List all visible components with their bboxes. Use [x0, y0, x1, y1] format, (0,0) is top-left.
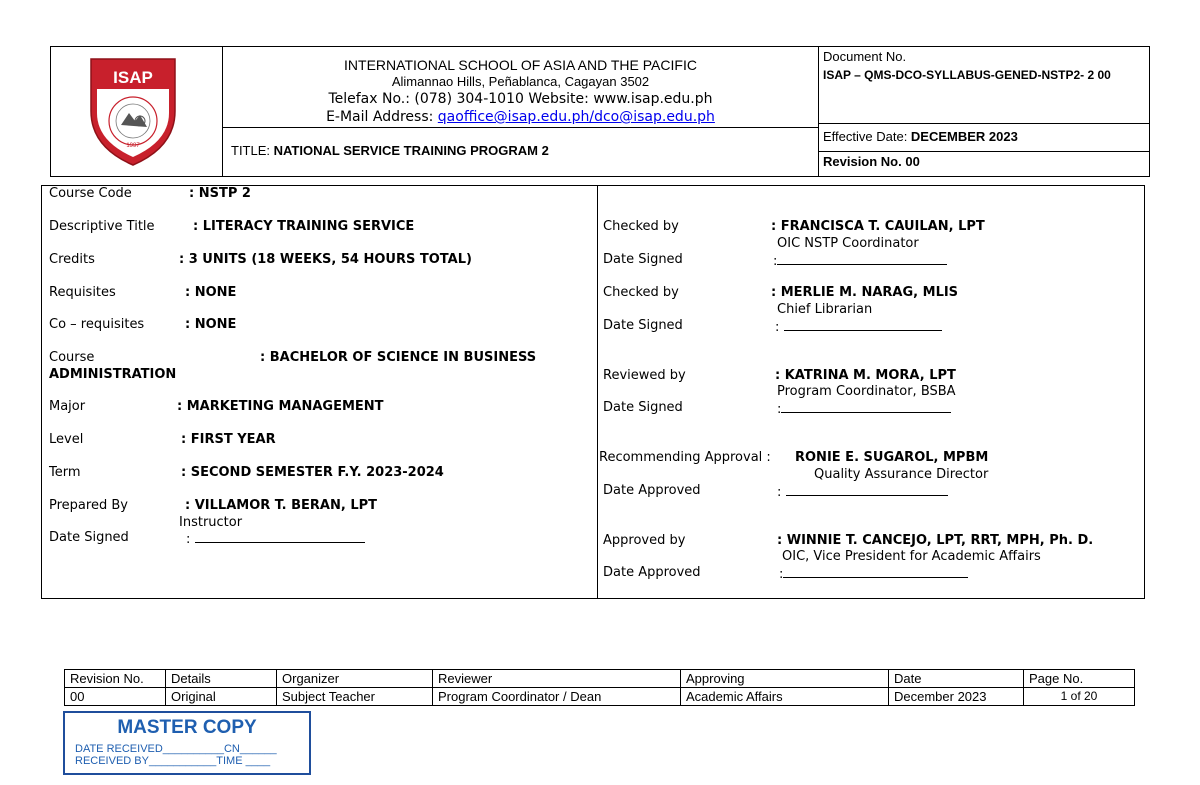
table-cell: December 2023: [889, 688, 1024, 706]
header-divider: [818, 123, 1149, 124]
master-copy-stamp: [63, 711, 311, 775]
table-cell: Original: [166, 688, 277, 706]
table-header-cell: Organizer: [277, 670, 433, 688]
credits-value: : 3 UNITS (18 WEEKS, 54 HOURS TOTAL): [179, 252, 472, 267]
term-value: : SECOND SEMESTER F.Y. 2023-2024: [181, 465, 444, 480]
stamp-date-received: DATE RECEIVED__________CN______: [75, 743, 277, 755]
table-header-cell: Date: [889, 670, 1024, 688]
stamp-title: MASTER COPY: [117, 717, 257, 738]
level-value: : FIRST YEAR: [181, 432, 276, 447]
table-header-row: [65, 670, 1135, 688]
prepared-by-role: Instructor: [179, 515, 243, 530]
document-title: [231, 143, 549, 158]
course-label: Course: [49, 350, 95, 365]
prepared-by-label: Prepared By: [49, 498, 128, 513]
table-header-cell: Revision No.: [65, 670, 166, 688]
major-label: Major: [49, 399, 86, 414]
course-value: : BACHELOR OF SCIENCE IN BUSINESS: [260, 350, 537, 365]
title-value: NATIONAL SERVICE TRAINING PROGRAM 2: [273, 143, 549, 158]
reviewed-by-date-label: Date Signed: [603, 400, 683, 415]
approved-by-label: Approved by: [603, 533, 686, 548]
header-divider: [818, 151, 1149, 152]
requisites-value: : NONE: [185, 285, 237, 300]
email-label: E-Mail Address:: [326, 109, 438, 125]
approved-date-field[interactable]: :: [779, 565, 968, 582]
corequisites-value: : NONE: [185, 317, 237, 332]
reviewed-by-name: : KATRINA M. MORA, LPT: [775, 368, 956, 383]
checked-by-2-date-label: Date Signed: [603, 318, 683, 333]
table-cell: 00: [65, 688, 166, 706]
course-code-value: : NSTP 2: [189, 186, 251, 201]
email-link[interactable]: qaoffice@isap.edu.ph/dco@isap.edu.ph: [437, 109, 715, 125]
table-header-cell: Approving: [681, 670, 889, 688]
document-no-label: Document No.: [823, 49, 907, 64]
prepared-by-name: : VILLAMOR T. BERAN, LPT: [185, 498, 378, 513]
table-row: [65, 688, 1135, 706]
requisites-label: Requisites: [49, 285, 116, 300]
checked-by-1-date-field[interactable]: :: [773, 252, 947, 269]
institution-email: [222, 109, 819, 125]
recommending-date-label: Date Approved: [603, 483, 701, 498]
course-value-continued: ADMINISTRATION: [49, 367, 177, 382]
checked-by-1-date-label: Date Signed: [603, 252, 683, 267]
recommending-approval-role: Quality Assurance Director: [814, 467, 989, 482]
reviewed-by-label: Reviewed by: [603, 368, 686, 383]
approved-date-label: Date Approved: [603, 565, 701, 580]
recommending-approval-label: Recommending Approval :: [599, 450, 771, 465]
table-cell: Program Coordinator / Dean: [433, 688, 681, 706]
logo-year: 1997: [126, 143, 140, 149]
descriptive-title-value: : LITERACY TRAINING SERVICE: [193, 219, 415, 234]
approved-by-role: OIC, Vice President for Academic Affairs: [782, 549, 1041, 564]
reviewed-by-role: Program Coordinator, BSBA: [777, 384, 956, 399]
institution-name: INTERNATIONAL SCHOOL OF ASIA AND THE PACIFIC: [344, 57, 697, 73]
document-no-value: ISAP – QMS-DCO-SYLLABUS-GENED-NSTP2- 2 00: [823, 68, 1111, 82]
document-header: [50, 46, 1150, 177]
stamp-received-by: RECEIVED BY___________TIME ____: [75, 755, 271, 767]
prepared-date-label: Date Signed: [49, 530, 129, 545]
major-value: : MARKETING MANAGEMENT: [177, 399, 384, 414]
checked-by-1-role: OIC NSTP Coordinator: [777, 236, 919, 251]
column-divider: [597, 186, 598, 598]
table-cell: Subject Teacher: [277, 688, 433, 706]
table-cell: Academic Affairs: [681, 688, 889, 706]
prepared-date-field[interactable]: :: [186, 530, 365, 547]
revision-number: Revision No. 00: [823, 154, 920, 169]
logo-text: ISAP: [113, 68, 153, 87]
checked-by-1-label: Checked by: [603, 219, 679, 234]
course-info-box: [41, 185, 1145, 599]
title-label: TITLE:: [231, 143, 274, 158]
revision-table: [64, 669, 1135, 706]
institution-address: Alimannao Hills, Peñablanca, Cagayan 3502: [391, 74, 650, 89]
course-code-label: Course Code: [49, 186, 132, 201]
table-header-cell: Page No.: [1024, 670, 1135, 688]
table-cell: 1 of 20: [1024, 688, 1135, 706]
table-header-cell: Reviewer: [433, 670, 681, 688]
recommending-date-field[interactable]: :: [777, 483, 948, 500]
table-header-cell: Details: [166, 670, 277, 688]
checked-by-1-name: : FRANCISCA T. CAUILAN, LPT: [771, 219, 985, 234]
institution-telefax: Telefax No.: (078) 304-1010 Website: www.isap.edu.ph: [328, 91, 713, 107]
header-divider: [222, 127, 818, 128]
recommending-approval-name: RONIE E. SUGAROL, MPBM: [795, 450, 989, 465]
approved-by-name: : WINNIE T. CANCEJO, LPT, RRT, MPH, Ph. D.: [777, 533, 1094, 548]
checked-by-2-date-field[interactable]: :: [775, 318, 942, 335]
credits-label: Credits: [49, 252, 95, 267]
effective-date: [823, 129, 1018, 144]
checked-by-2-role: Chief Librarian: [777, 302, 873, 317]
effective-date-label: Effective Date:: [823, 129, 911, 144]
term-label: Term: [49, 465, 81, 480]
reviewed-by-date-field[interactable]: :: [777, 400, 951, 417]
checked-by-2-label: Checked by: [603, 285, 679, 300]
level-label: Level: [49, 432, 84, 447]
corequisites-label: Co – requisites: [49, 317, 145, 332]
effective-date-value: DECEMBER 2023: [910, 129, 1018, 144]
descriptive-title-label: Descriptive Title: [49, 219, 155, 234]
school-logo: [85, 55, 181, 169]
checked-by-2-name: : MERLIE M. NARAG, MLIS: [771, 285, 959, 300]
